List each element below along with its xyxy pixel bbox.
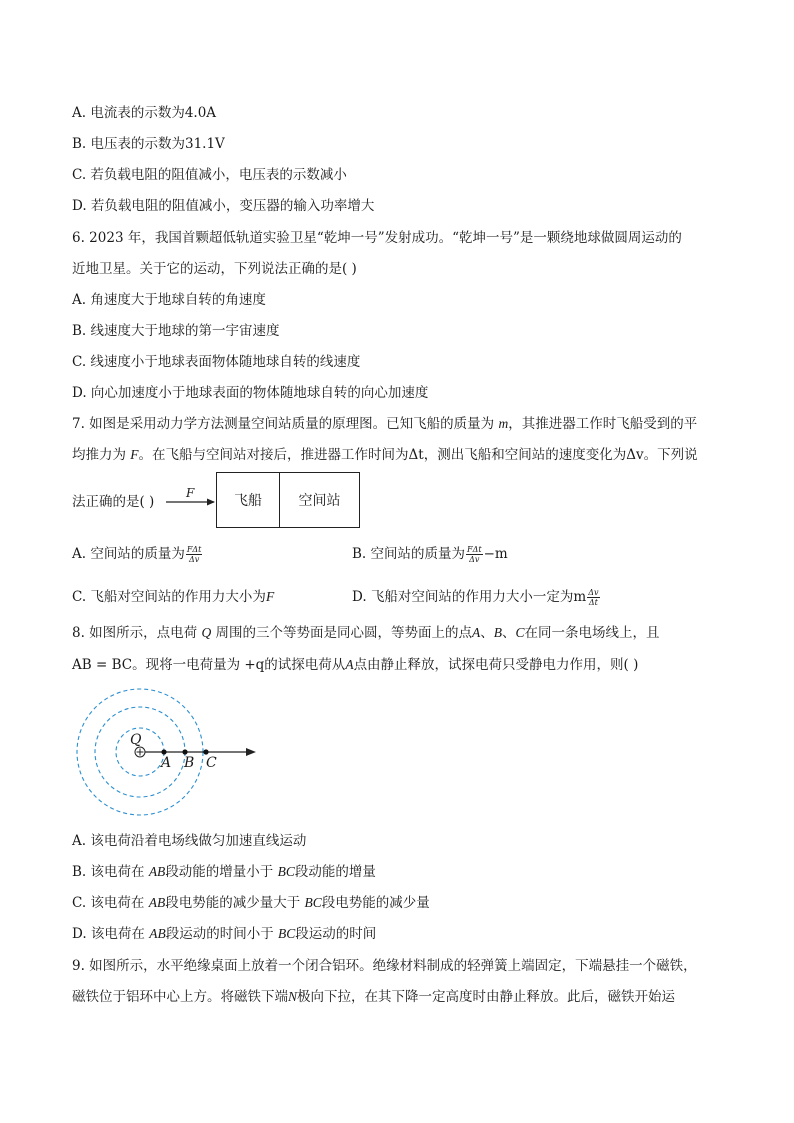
force-label: F xyxy=(186,486,195,500)
field-line-arrowhead xyxy=(246,748,256,756)
q7-stem-line1: 7. 如图是采用动力学方法测量空间站质量的原理图。已知飞船的质量为 m，其推进器工作时飞船受到的平 xyxy=(72,416,698,432)
q8-option-c: C. 该电荷在 AB段电势能的减少量大于 BC段电势能的减少量 xyxy=(72,895,430,911)
q9-stem-line1: 9. 如图所示，水平绝缘桌面上放着一个闭合铝环。绝缘材料制成的轻弹簧上端固定，下端悬挂一个磁铁， xyxy=(72,958,697,974)
q7-stem-line3: 法正确的是( ) xyxy=(72,494,155,510)
charge-q-label: Q xyxy=(130,732,142,748)
q6-option-c: C. 线速度小于地球表面物体随地球自转的线速度 xyxy=(72,354,361,370)
q6-option-b: B. 线速度大于地球的第一宇宙速度 xyxy=(72,323,280,339)
q9-stem-line2: 磁铁位于铝环中心上方。将磁铁下端N极向下拉，在其下降一定高度时由静止释放。此后，磁铁开始运 xyxy=(72,989,676,1005)
q8-stem-line2: AB = BC。现将一电荷量为 +q的试探电荷从A点由静止释放，试探电荷只受静电力作用，则( ) xyxy=(72,657,639,673)
q8-stem-line1: 8. 如图所示，点电荷 Q 周围的三个等势面是同心圆，等势面上的点A、B、C在同一条电场线上，且 xyxy=(72,625,660,641)
q7-option-d: D. 飞船对空间站的作用力大小一定为m $\frac{\Delta v}{\Delta t}$ xyxy=(352,588,599,607)
q5-option-b: B. 电压表的示数为31.1V xyxy=(72,136,225,152)
q7-option-a: A. 空间站的质量为 $\frac{\text{FΔt}}{\Delta v}$ xyxy=(72,545,202,564)
equipotential-diagram xyxy=(70,688,270,818)
q5-option-a: A. 电流表的示数为4.0A xyxy=(72,105,217,121)
point-a-label: A xyxy=(161,755,172,771)
q7-stem-line2: 均推力为 F。在飞船与空间站对接后，推进器工作时间为Δt，测出飞船和空间站的速度变化为Δv。下列说 xyxy=(72,447,698,463)
space-station-box: 空间站 xyxy=(298,493,341,509)
q5-option-d: D. 若负载电阻的阻值减小，变压器的输入功率增大 xyxy=(72,198,375,214)
spacecraft-diagram xyxy=(216,472,360,528)
point-c-label: C xyxy=(206,755,217,771)
point-b-label: B xyxy=(184,755,195,771)
force-arrow-head xyxy=(207,499,215,506)
q8-option-d: D. 该电荷在 AB段运动的时间小于 BC段运动的时间 xyxy=(72,926,377,942)
q6-option-d: D. 向心加速度小于地球表面的物体随地球自转的向心加速度 xyxy=(72,385,429,401)
q8-option-b: B. 该电荷在 AB段动能的增量小于 BC段动能的增量 xyxy=(72,864,376,880)
q6-stem-line2: 近地卫星。关于它的运动，下列说法正确的是( ) xyxy=(72,261,357,277)
q6-stem-line1: 6. 2023 年，我国首颗超低轨道实验卫星“乾坤一号”发射成功。“乾坤一号”是一颗绕地球做圆周运动的 xyxy=(72,230,682,246)
q5-option-c: C. 若负载电阻的阻值减小，电压表的示数减小 xyxy=(72,167,347,183)
q6-option-a: A. 角速度大于地球自转的角速度 xyxy=(72,292,266,308)
q7-option-b: B. 空间站的质量为 $\frac{\text{FΔt}}{\Delta v}$ −m xyxy=(352,545,508,564)
q7-option-c: C. 飞船对空间站的作用力大小为F xyxy=(72,589,275,605)
spaceship-box: 飞船 xyxy=(217,473,280,527)
q8-option-a: A. 该电荷沿着电场线做匀加速直线运动 xyxy=(72,833,307,849)
